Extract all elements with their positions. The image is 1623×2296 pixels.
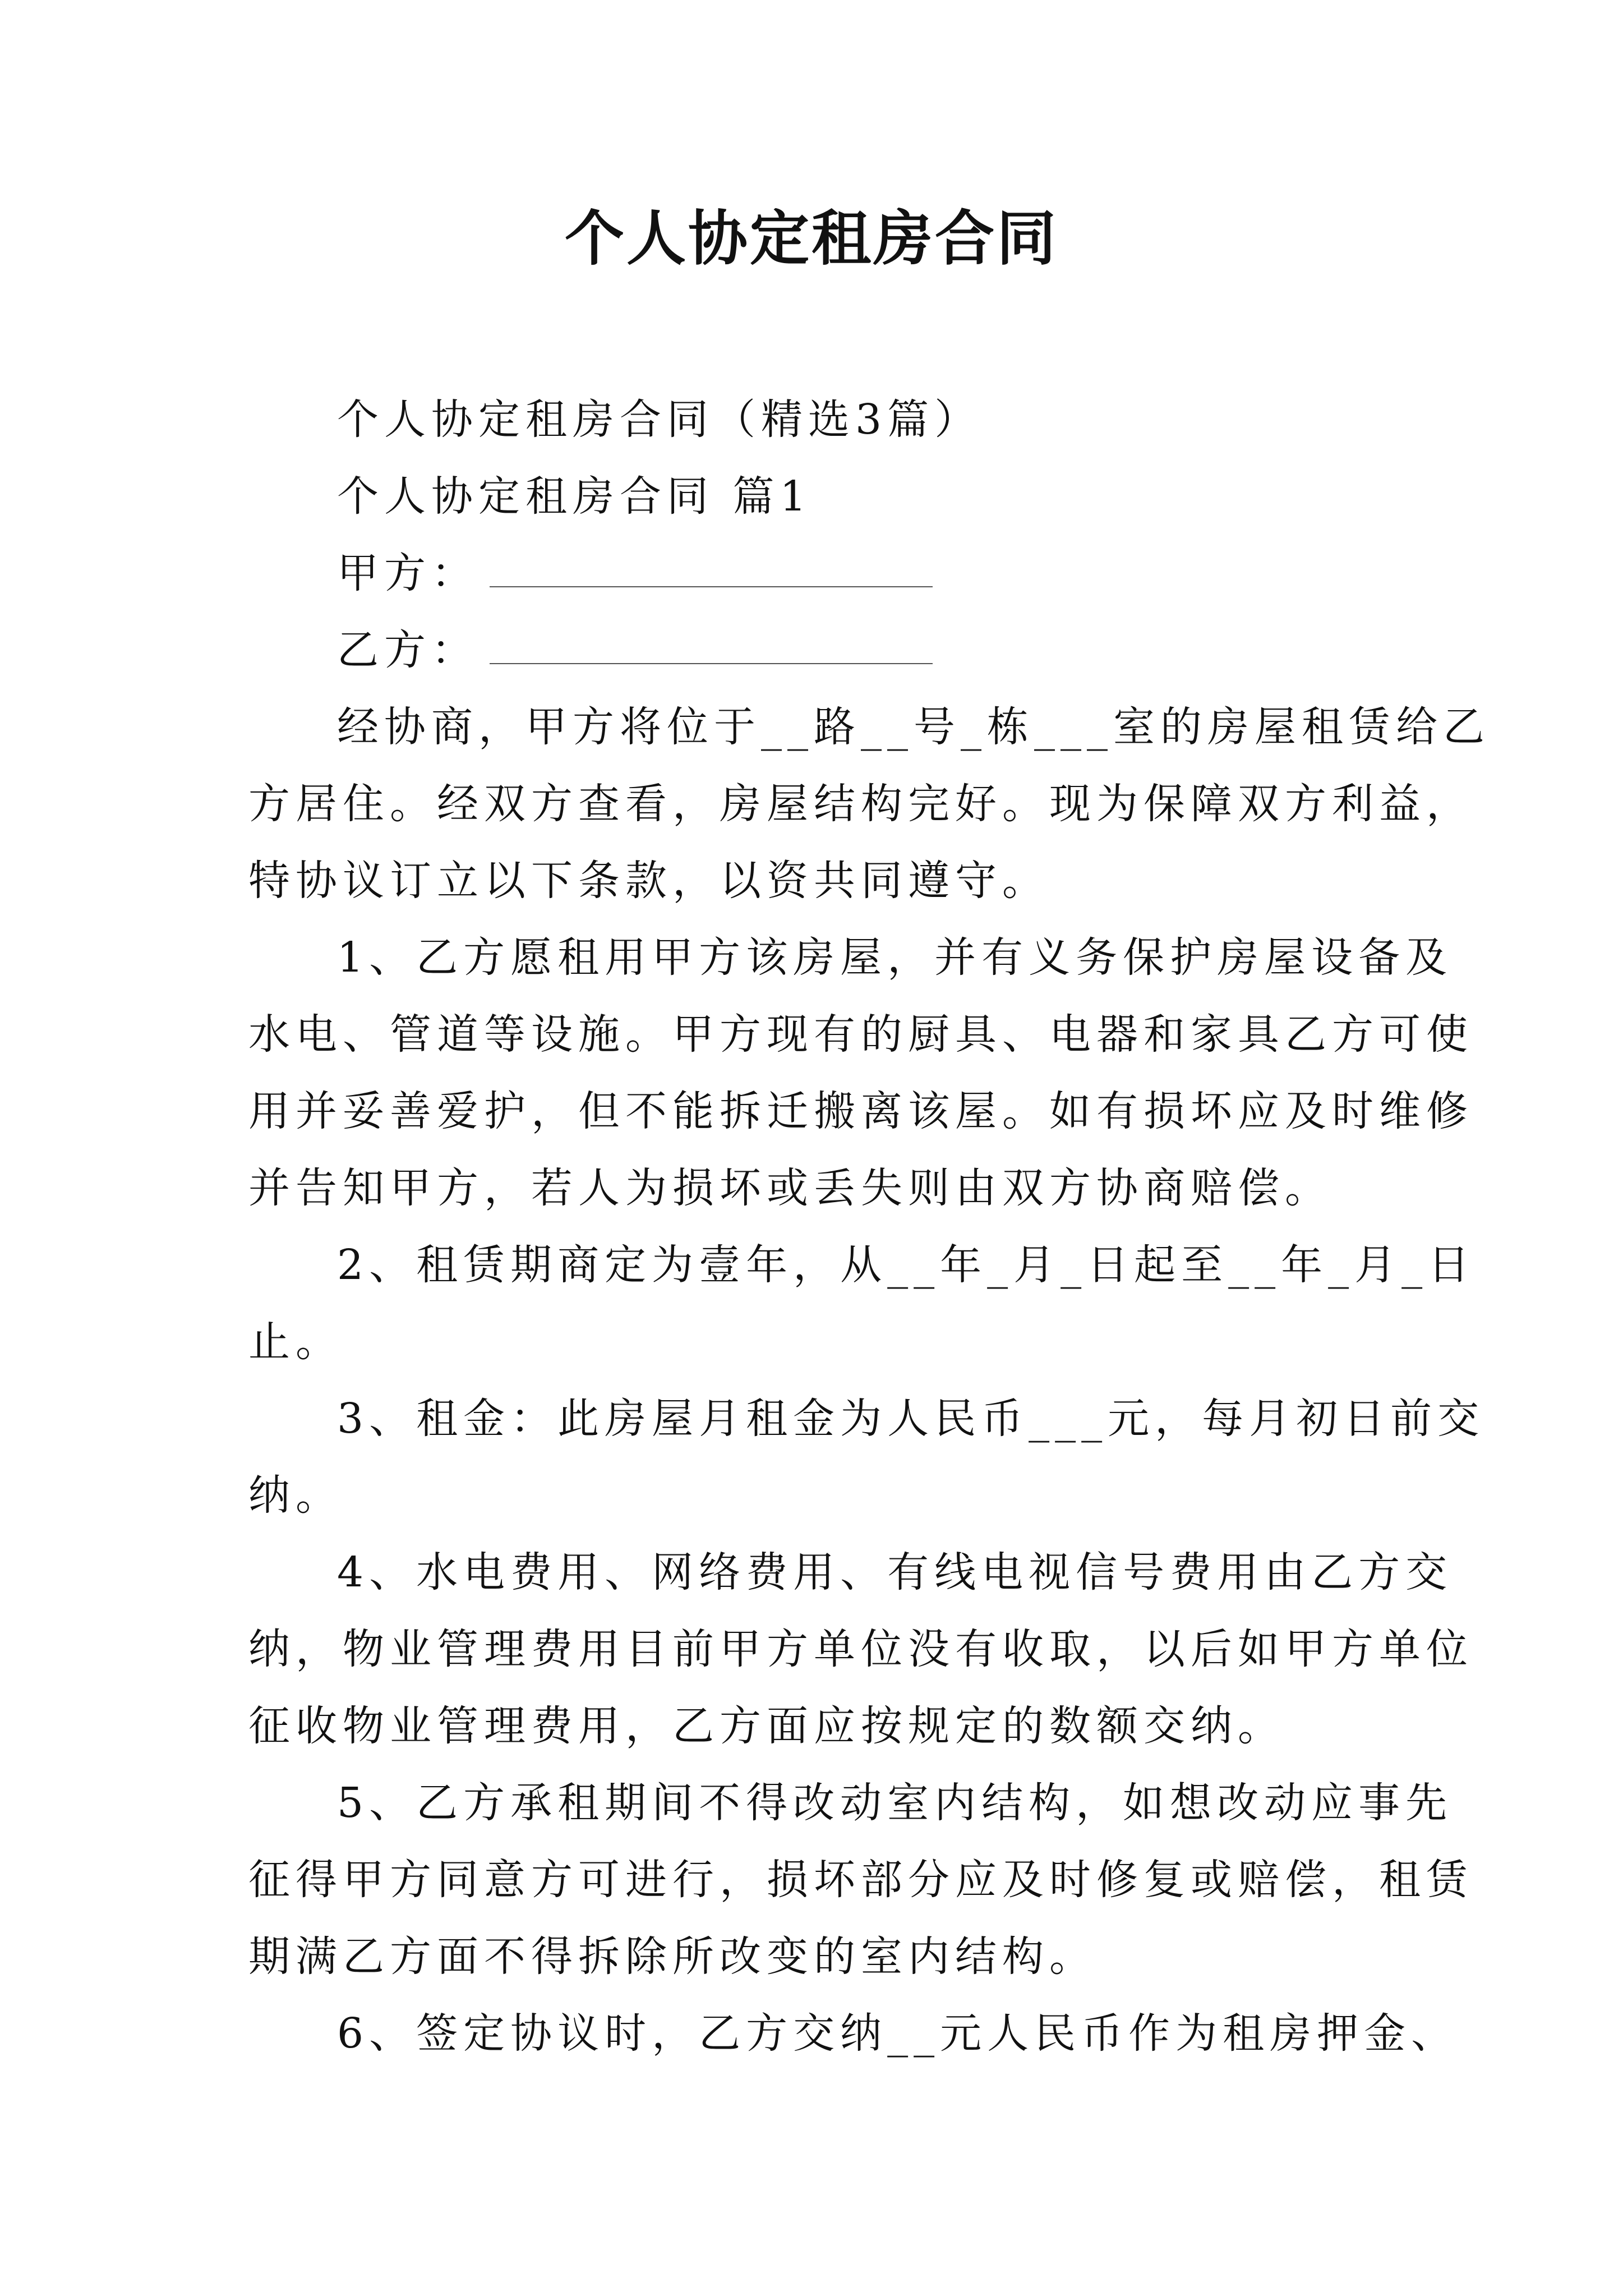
text-line: 个人协定租房合同（精选3篇） [337, 395, 982, 444]
text-line: 2、租赁期商定为壹年，从__年_月_日起至__年_月_日 [337, 1241, 1476, 1289]
text-line: 纳。 [248, 1471, 343, 1520]
text-line: 4、水电费用、网络费用、有线电视信号费用由乙方交 [337, 1548, 1453, 1596]
party-b-line: 乙方： [248, 612, 1387, 689]
text-line: 个人协定租房合同 篇1 [337, 472, 812, 521]
text-line: 3、租金：此房屋月租金为人民币___元，每月初日前交 [337, 1395, 1485, 1443]
text-line: 水电、管道等设施。甲方现有的厨具、电器和家具乙方可使 [248, 1010, 1473, 1059]
party-a-line: 甲方： [248, 535, 1387, 612]
document-title: 个人协定租房合同 [565, 203, 1058, 273]
text-line: 期满乙方面不得拆除所改变的室内结构。 [248, 1932, 1096, 1981]
document-body [248, 381, 1490, 2072]
text-line: 特协议订立以下条款，以资共同遵守。 [248, 857, 1049, 905]
party-a-blank [490, 553, 933, 587]
text-line: 征得甲方同意方可进行，损坏部分应及时修复或赔偿，租赁 [248, 1856, 1473, 1904]
text-line: 征收物业管理费用，乙方面应按规定的数额交纳。 [248, 1702, 1285, 1750]
party-b-blank [490, 629, 933, 664]
text-line: 止。 [248, 1318, 343, 1366]
text-line: 方居住。经双方查看，房屋结构完好。现为保障双方利益， [248, 780, 1473, 828]
text-line: 经协商，甲方将位于__路__号_栋___室的房屋租赁给乙 [337, 703, 1490, 751]
text-line: 并告知甲方，若人为损坏或丢失则由双方协商赔偿。 [248, 1164, 1332, 1212]
text-line: 纳，物业管理费用目前甲方单位没有收取，以后如甲方单位 [248, 1625, 1473, 1673]
text-line: 5、乙方承租期间不得改动室内结构，如想改动应事先 [337, 1779, 1453, 1827]
text-line: 6、签定协议时，乙方交纳__元人民币作为租房押金、 [337, 2009, 1459, 2058]
text-line: 用并妥善爱护，但不能拆迁搬离该屋。如有损坏应及时维修 [248, 1087, 1473, 1135]
text-line: 1、乙方愿租用甲方该房屋，并有义务保护房屋设备及 [337, 933, 1453, 982]
